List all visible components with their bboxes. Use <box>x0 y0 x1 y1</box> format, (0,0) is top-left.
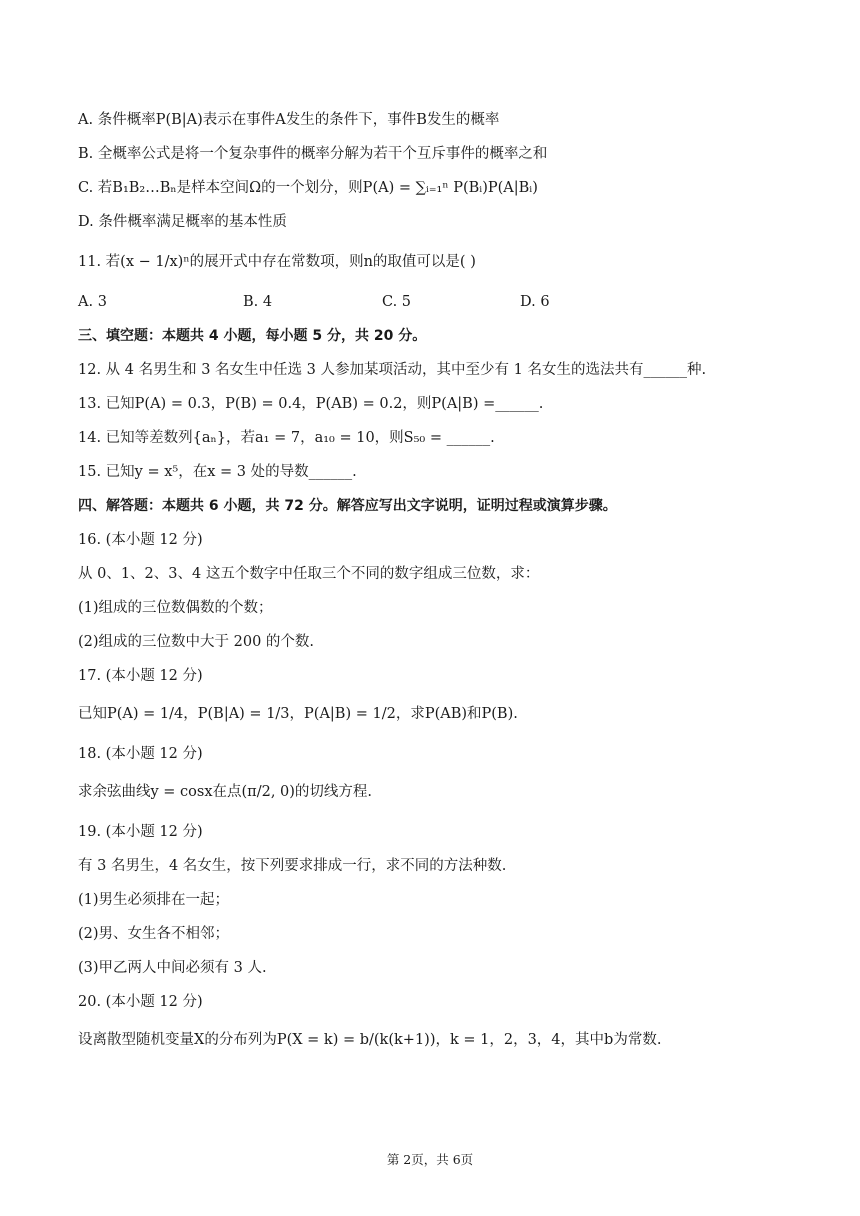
page-footer: 第 2页，共 6页 <box>386 1152 474 1167</box>
option-a-conditional: A. 条件概率P(B|A)表示在事件A发生的条件下，事件B发生的概率 <box>78 112 500 128</box>
question-18-stem: 求余弦曲线y = cosx在点(π/2, 0)的切线方程. <box>78 784 373 800</box>
question-20-header: 20. (本小题 12 分) <box>78 994 203 1010</box>
question-18-header: 18. (本小题 12 分) <box>78 746 203 762</box>
section-fill-in-heading: 三、填空题：本题共 4 小题，每小题 5 分，共 20 分。 <box>78 328 427 344</box>
question-17-stem: 已知P(A) = 1/4，P(B|A) = 1/3，P(A|B) = 1/2，求P(AB)和P(B). <box>78 706 518 722</box>
question-16-part2: (2)组成的三位数中大于 200 的个数. <box>78 634 315 650</box>
question-19-part1: (1)男生必须排在一起； <box>78 892 230 908</box>
question-19-stem: 有 3 名男生，4 名女生，按下列要求排成一行，求不同的方法种数. <box>78 858 507 874</box>
q11-option-a: A. 3 <box>78 294 107 310</box>
question-16-header: 16. (本小题 12 分) <box>78 532 203 548</box>
question-16-part1: (1)组成的三位数偶数的个数； <box>78 600 273 616</box>
option-c-partition: C. 若B₁B₂…Bₙ是样本空间Ω的一个划分，则P(A) = ∑ᵢ₌₁ⁿ P(Bᵢ)P(A|Bᵢ) <box>78 180 538 196</box>
question-20-stem: 设离散型随机变量X的分布列为P(X = k) = b/(k(k+1))，k = 1，2，3，4，其中b为常数. <box>78 1032 662 1048</box>
question-17-header: 17. (本小题 12 分) <box>78 668 203 684</box>
question-15: 15. 已知y = x⁵，在x = 3 处的导数______. <box>78 464 357 480</box>
section-answer-heading: 四、解答题：本题共 6 小题，共 72 分。解答应写出文字说明，证明过程或演算步骤。 <box>78 498 617 514</box>
question-13: 13. 已知P(A) = 0.3，P(B) = 0.4，P(AB) = 0.2，则P(A|B) =______. <box>78 396 544 412</box>
question-19-part2: (2)男、女生各不相邻； <box>78 926 230 942</box>
option-b-total-probability: B. 全概率公式是将一个复杂事件的概率分解为若干个互斥事件的概率之和 <box>78 146 548 162</box>
question-12: 12. 从 4 名男生和 3 名女生中任选 3 人参加某项活动，其中至少有 1 名女生的选法共有______种. <box>78 362 707 378</box>
q11-option-c: C. 5 <box>382 294 412 310</box>
question-16-stem: 从 0、1、2、3、4 这五个数字中任取三个不同的数字组成三位数，求： <box>78 566 540 582</box>
option-d-properties: D. 条件概率满足概率的基本性质 <box>78 214 287 230</box>
question-14: 14. 已知等差数列{aₙ}，若a₁ = 7，a₁₀ = 10，则S₅₀ = ______. <box>78 430 495 446</box>
question-19-header: 19. (本小题 12 分) <box>78 824 203 840</box>
q11-option-b: B. 4 <box>243 294 273 310</box>
question-19-part3: (3)甲乙两人中间必须有 3 人. <box>78 960 267 976</box>
question-11: 11. 若(x − 1/x)ⁿ的展开式中存在常数项，则n的取值可以是( ) <box>78 254 476 270</box>
q11-option-d: D. 6 <box>520 294 550 310</box>
